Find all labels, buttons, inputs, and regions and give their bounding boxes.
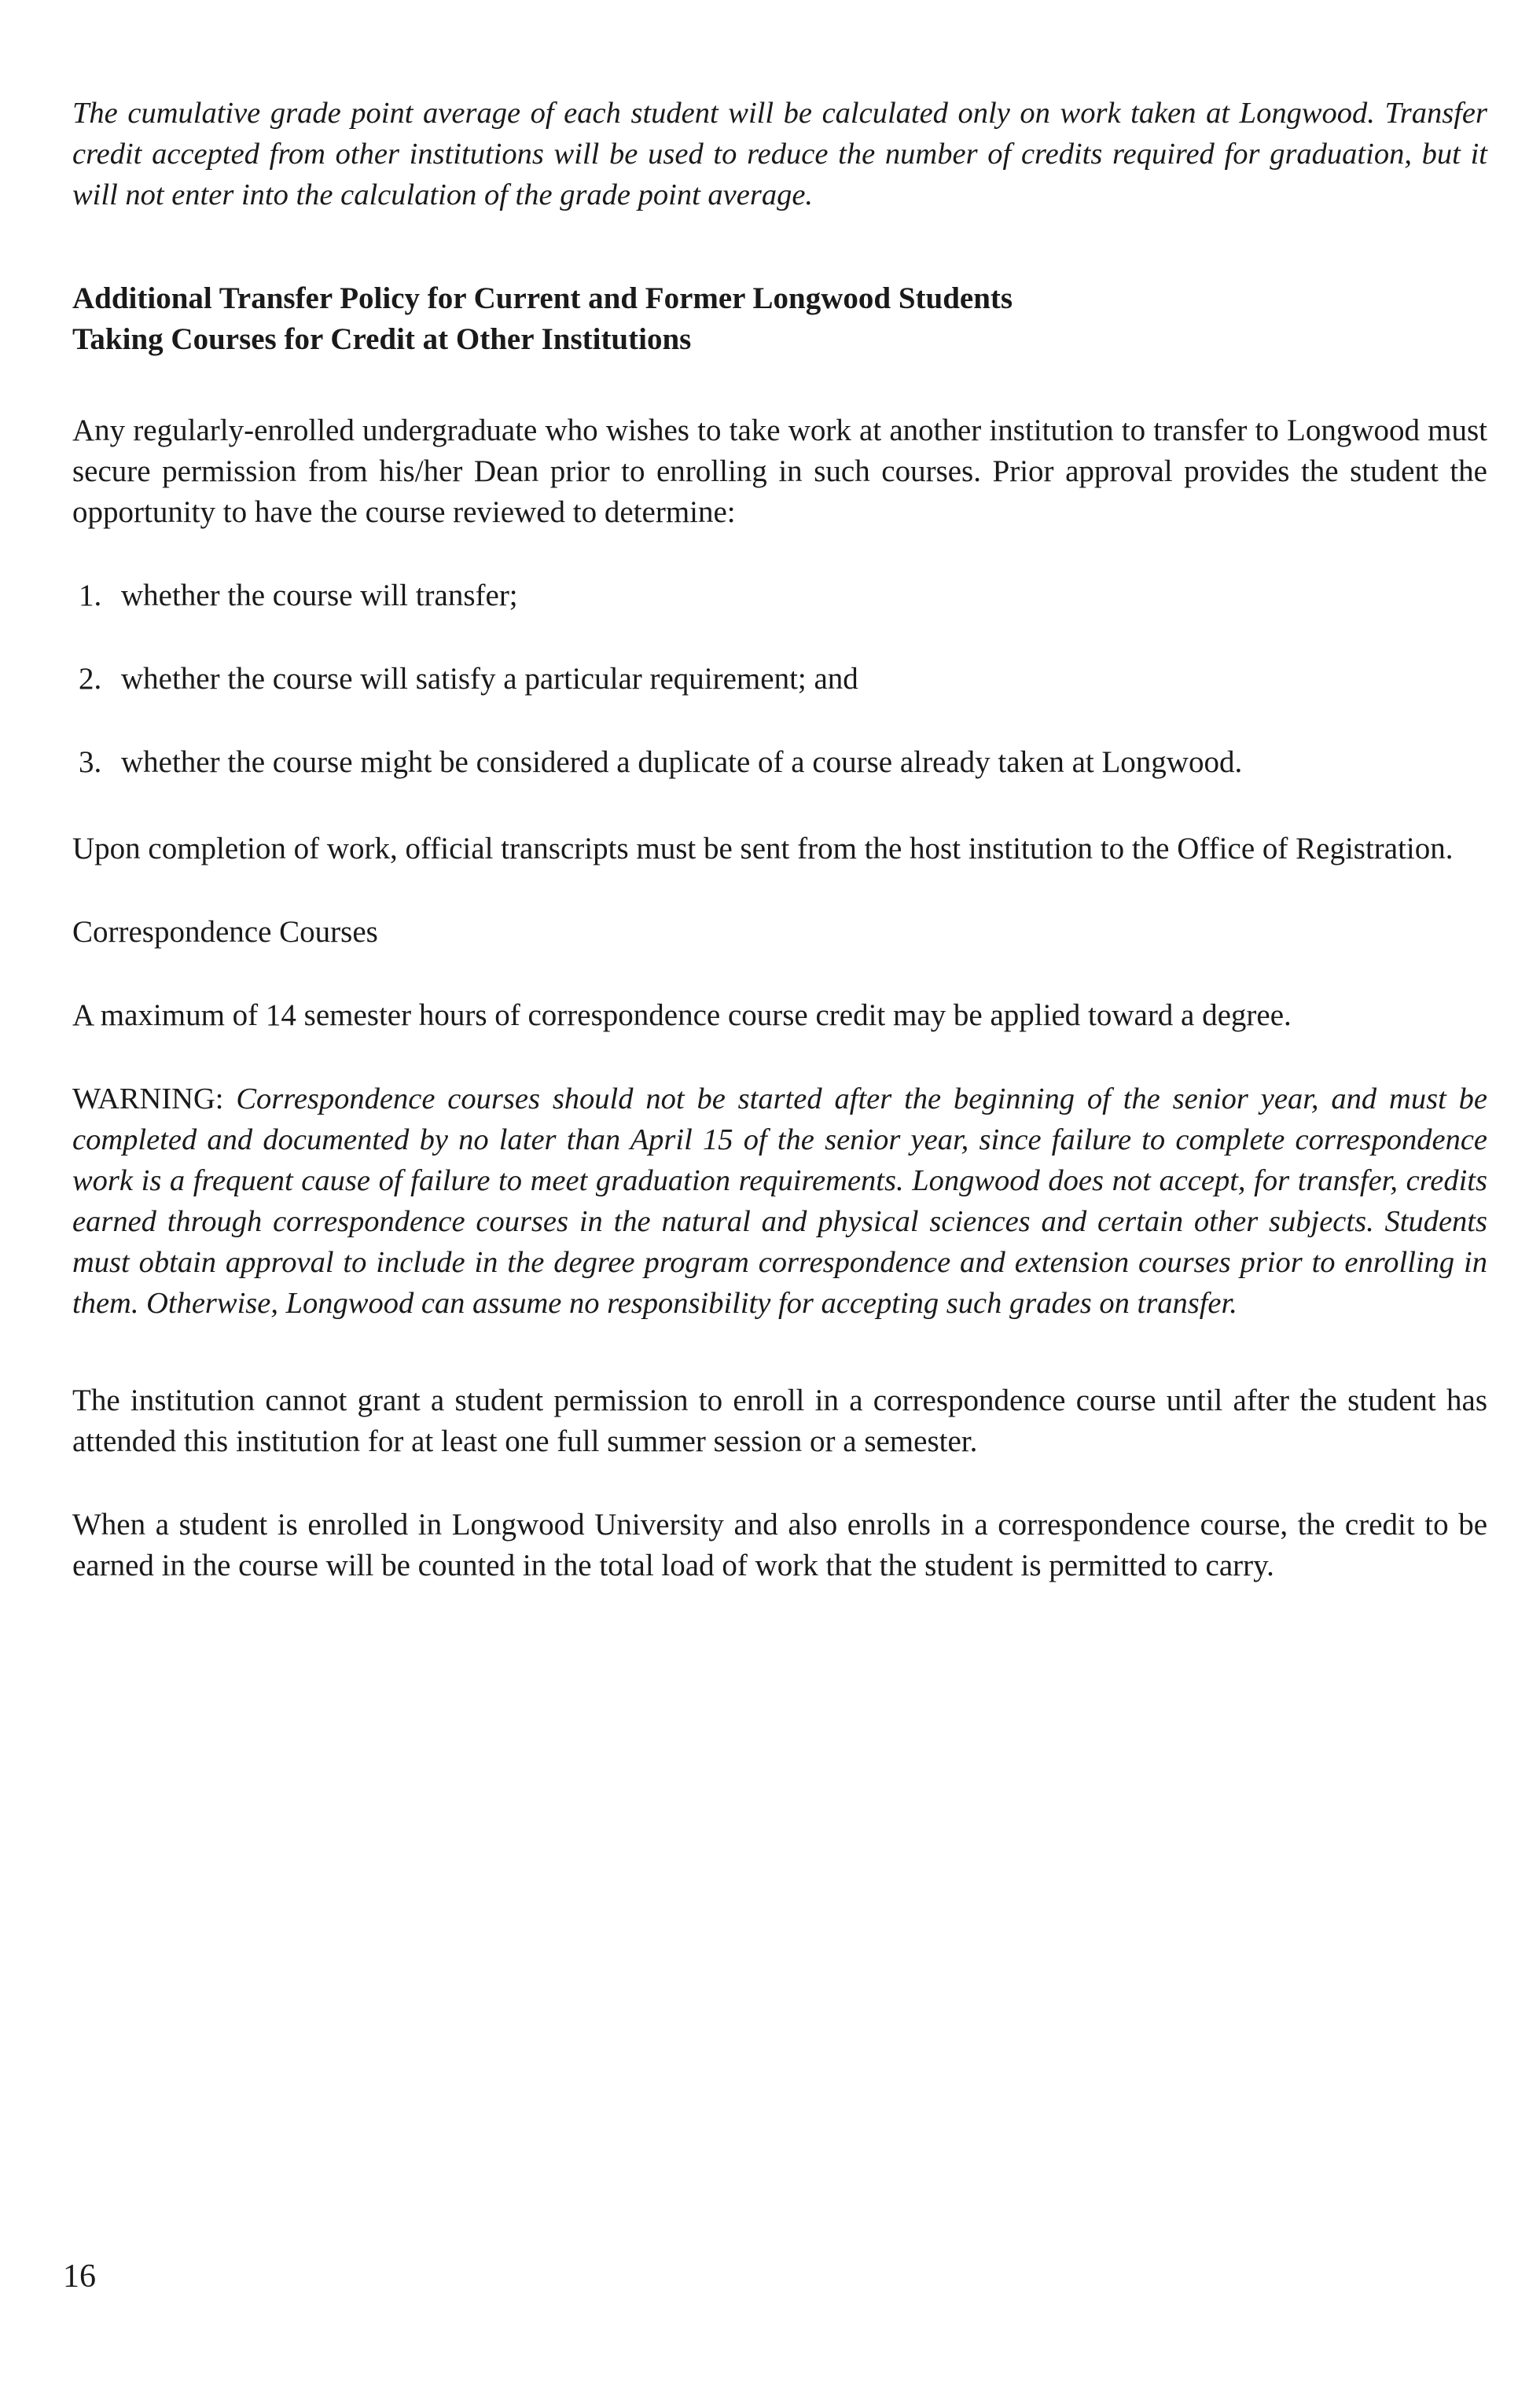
load-paragraph: When a student is enrolled in Longwood University and also enrolls in a correspondence course, the credit to be earned in the course will be counted in the total load of work that the student is permitted to carry. <box>72 1508 1487 1582</box>
list-item <box>79 575 1487 616</box>
warning-paragraph <box>72 1079 1487 1324</box>
heading-line-2: Taking Courses for Credit at Other Institutions <box>72 322 692 356</box>
correspondence-heading: Correspondence Courses <box>72 915 378 949</box>
list-item <box>79 742 1487 783</box>
transfer-policy-heading <box>72 278 1487 360</box>
page-content <box>72 93 1487 1629</box>
list-item-number: 2. <box>79 662 102 696</box>
page-number: 16 <box>63 2258 96 2295</box>
transcript-paragraph: Upon completion of work, official transcripts must be sent from the host institution to the Office of Registration. <box>72 832 1454 865</box>
max-credit-paragraph: A maximum of 14 semester hours of correspondence course credit may be applied toward a degree. <box>72 998 1292 1032</box>
list-item <box>79 659 1487 700</box>
permission-paragraph: The institution cannot grant a student permission to enroll in a correspondence course until after the student has attended this institution for at least one full summer session or a semester. <box>72 1384 1487 1458</box>
list-item-number: 1. <box>79 579 102 612</box>
list-item-text: whether the course might be considered a duplicate of a course already taken at Longwood. <box>121 745 1243 779</box>
warning-text: Correspondence courses should not be started after the beginning of the senior year, and must be completed and documented by no later than April 15 of the senior year, since failure to complete correspondence work is a frequent cause of failure to meet graduation requirements. Longwood does not accept, for transfer, credits earned through correspondence courses in the natural and physical sciences and certain other subjects. Students must obtain approval to include in the degree program correspondence and extension courses prior to enrolling in them. Otherwise, Longwood can assume no responsibility for accepting such grades on transfer. <box>72 1082 1488 1320</box>
list-item-text: whether the course will satisfy a particular requirement; and <box>121 662 858 696</box>
warning-label: WARNING: <box>72 1082 224 1115</box>
list-item-text: whether the course will transfer; <box>121 579 518 612</box>
gpa-policy-note: The cumulative grade point average of each student will be calculated only on work taken at Longwood. Transfer credit accepted from other institutions will be used to reduce the number of credits required for graduation, but it will not enter into the calculation of the grade point average. <box>72 97 1487 211</box>
review-criteria-list <box>72 575 1487 783</box>
heading-line-1: Additional Transfer Policy for Current and Former Longwood Students <box>72 281 1013 315</box>
transfer-permission-paragraph: Any regularly-enrolled undergraduate who wishes to take work at another institution to transfer to Longwood must secure permission from his/her Dean prior to enrolling in such courses. Prior approval provides the student the opportunity to have the course reviewed to determine: <box>72 413 1487 529</box>
list-item-number: 3. <box>79 745 102 779</box>
